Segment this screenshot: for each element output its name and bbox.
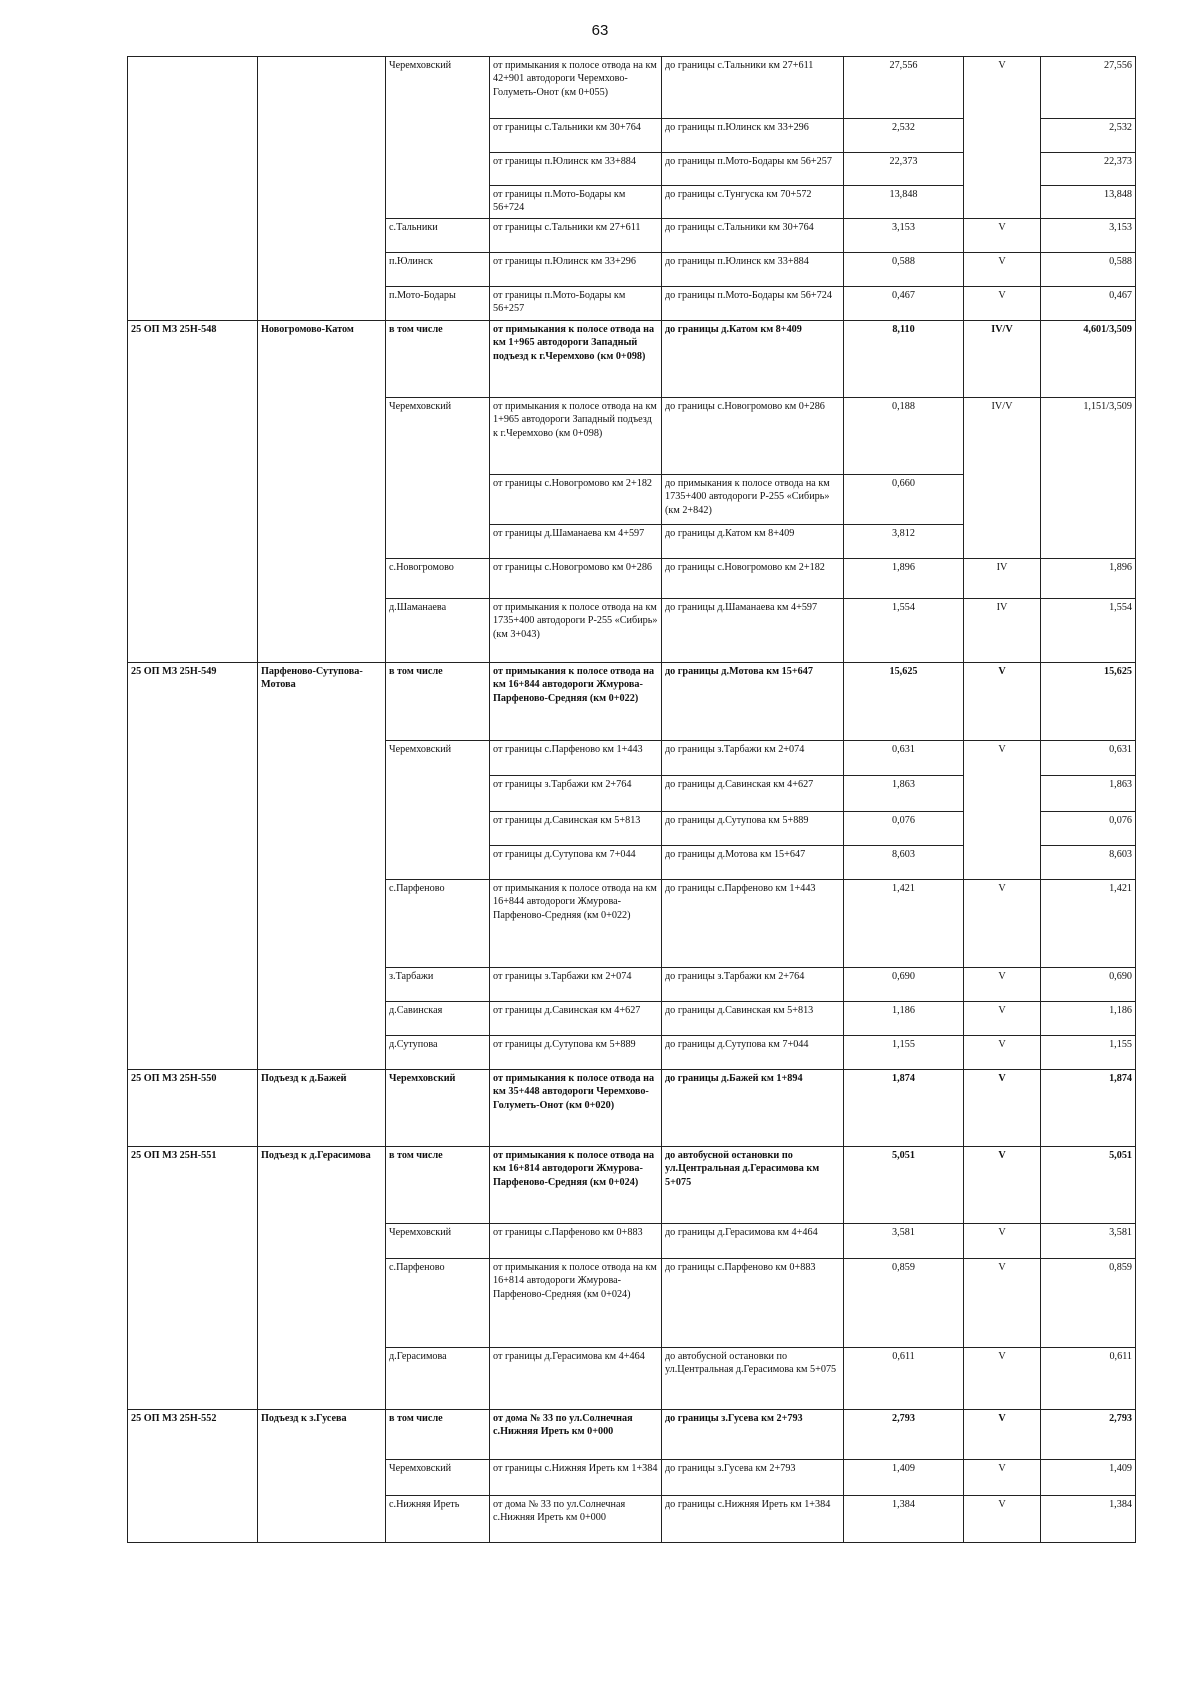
road-name-cell: Парфеново-Сутупова-Мотова	[258, 663, 386, 741]
road-name-cell	[258, 1460, 386, 1496]
road-name-cell	[258, 525, 386, 559]
road-name-cell	[258, 1224, 386, 1259]
segment-length-cell: 0,076	[844, 812, 964, 846]
length-by-category-cell: 1,186	[1041, 1002, 1136, 1036]
road-district-cell	[386, 776, 490, 812]
road-category-cell: IV	[964, 599, 1041, 663]
road-category-cell: V	[964, 1070, 1041, 1147]
length-by-category-cell: 3,153	[1041, 219, 1136, 253]
table-row	[128, 57, 1136, 119]
road-district-cell: Черемховский	[386, 1224, 490, 1259]
road-category-cell	[964, 846, 1041, 880]
segment-start-cell: от границы д.Сутупова км 7+044	[490, 846, 662, 880]
table-row	[128, 812, 1136, 846]
length-by-category-cell: 0,690	[1041, 968, 1136, 1002]
road-district-cell	[386, 119, 490, 153]
table-row	[128, 1224, 1136, 1259]
segment-length-cell: 0,859	[844, 1259, 964, 1348]
length-by-category-cell: 13,848	[1041, 186, 1136, 219]
length-by-category-cell: 0,859	[1041, 1259, 1136, 1348]
road-category-cell	[964, 525, 1041, 559]
road-name-cell	[258, 741, 386, 776]
road-name-cell	[258, 475, 386, 525]
road-id-cell	[128, 119, 258, 153]
road-name-cell	[258, 559, 386, 599]
table-row	[128, 599, 1136, 663]
segment-end-cell: до границы д.Мотова км 15+647	[662, 846, 844, 880]
segment-start-cell: от примыкания к полосе отвода на км 16+814 автодороги Жмурова-Парфеново-Средняя (км 0+024)	[490, 1259, 662, 1348]
road-district-cell	[386, 525, 490, 559]
road-category-cell: V	[964, 253, 1041, 287]
segment-start-cell: от границы с.Тальники км 27+611	[490, 219, 662, 253]
road-district-cell: с.Нижняя Иреть	[386, 1496, 490, 1543]
segment-length-cell: 22,373	[844, 153, 964, 186]
length-by-category-cell: 0,631	[1041, 741, 1136, 776]
segment-length-cell: 1,186	[844, 1002, 964, 1036]
segment-start-cell: от границы п.Мото-Бодары км 56+257	[490, 287, 662, 321]
table-row	[128, 1070, 1136, 1147]
table-row	[128, 153, 1136, 186]
road-id-cell	[128, 1460, 258, 1496]
length-by-category-cell: 15,625	[1041, 663, 1136, 741]
length-by-category-cell: 2,793	[1041, 1410, 1136, 1460]
segment-length-cell: 0,467	[844, 287, 964, 321]
table-row	[128, 1496, 1136, 1543]
segment-end-cell: до границы д.Шаманаева км 4+597	[662, 599, 844, 663]
road-category-cell	[964, 186, 1041, 219]
road-id-cell	[128, 559, 258, 599]
road-id-cell	[128, 846, 258, 880]
road-id-cell: 25 ОП МЗ 25Н-550	[128, 1070, 258, 1147]
road-district-cell: Черемховский	[386, 741, 490, 776]
segment-end-cell: до автобусной остановки по ул.Центральная д.Герасимова км 5+075	[662, 1348, 844, 1410]
road-name-cell	[258, 153, 386, 186]
length-by-category-cell: 0,611	[1041, 1348, 1136, 1410]
segment-length-cell: 0,588	[844, 253, 964, 287]
segment-end-cell: до границы д.Бажей км 1+894	[662, 1070, 844, 1147]
table-row	[128, 968, 1136, 1002]
segment-end-cell: до границы д.Сутупова км 5+889	[662, 812, 844, 846]
length-by-category-cell: 1,384	[1041, 1496, 1136, 1543]
segment-end-cell: до границы с.Тальники км 30+764	[662, 219, 844, 253]
road-district-cell: в том числе	[386, 1147, 490, 1224]
segment-start-cell: от границы с.Новогромово км 0+286	[490, 559, 662, 599]
road-name-cell	[258, 219, 386, 253]
length-by-category-cell: 4,601/3,509	[1041, 321, 1136, 398]
road-category-cell	[964, 153, 1041, 186]
road-district-cell: с.Парфеново	[386, 880, 490, 968]
length-by-category-cell: 22,373	[1041, 153, 1136, 186]
segment-length-cell: 1,554	[844, 599, 964, 663]
segment-length-cell: 3,812	[844, 525, 964, 559]
road-id-cell	[128, 1259, 258, 1348]
road-name-cell	[258, 1496, 386, 1543]
length-by-category-cell: 5,051	[1041, 1147, 1136, 1224]
road-name-cell	[258, 398, 386, 475]
table-row	[128, 253, 1136, 287]
segment-length-cell: 1,874	[844, 1070, 964, 1147]
road-category-cell	[964, 776, 1041, 812]
road-name-cell	[258, 1036, 386, 1070]
segment-end-cell: до границы з.Гусева км 2+793	[662, 1460, 844, 1496]
segment-start-cell: от примыкания к полосе отвода на км 1+965 автодороги Западный подъезд к г.Черемхово (км 0+098)	[490, 398, 662, 475]
road-id-cell	[128, 475, 258, 525]
road-district-cell: с.Парфеново	[386, 1259, 490, 1348]
segment-end-cell: до примыкания к полосе отвода на км 1735+400 автодороги Р-255 «Сибирь» (км 2+842)	[662, 475, 844, 525]
road-category-cell: V	[964, 1348, 1041, 1410]
table-row	[128, 119, 1136, 153]
length-by-category-cell: 1,155	[1041, 1036, 1136, 1070]
road-id-cell	[128, 599, 258, 663]
road-category-cell: V	[964, 1259, 1041, 1348]
length-by-category-cell: 1,896	[1041, 559, 1136, 599]
road-name-cell	[258, 119, 386, 153]
segment-end-cell: до автобусной остановки по ул.Центральная д.Герасимова км 5+075	[662, 1147, 844, 1224]
table-row	[128, 1460, 1136, 1496]
length-by-category-cell: 1,151/3,509	[1041, 398, 1136, 475]
road-district-cell: в том числе	[386, 663, 490, 741]
length-by-category-cell: 0,588	[1041, 253, 1136, 287]
segment-end-cell: до границы д.Сутупова км 7+044	[662, 1036, 844, 1070]
table-row	[128, 776, 1136, 812]
road-category-cell	[964, 812, 1041, 846]
segment-length-cell: 0,631	[844, 741, 964, 776]
road-name-cell: Новогромово-Катом	[258, 321, 386, 398]
segment-end-cell: до границы д.Савинская км 4+627	[662, 776, 844, 812]
road-category-cell	[964, 475, 1041, 525]
road-name-cell	[258, 287, 386, 321]
table-row	[128, 846, 1136, 880]
segment-length-cell: 27,556	[844, 57, 964, 119]
road-district-cell: д.Савинская	[386, 1002, 490, 1036]
table-row	[128, 1147, 1136, 1224]
road-name-cell	[258, 846, 386, 880]
road-category-cell: V	[964, 741, 1041, 776]
road-id-cell: 25 ОП МЗ 25Н-548	[128, 321, 258, 398]
segment-end-cell: до границы д.Катом км 8+409	[662, 525, 844, 559]
road-register-table	[127, 56, 1136, 1543]
segment-end-cell: до границы п.Юлинск км 33+296	[662, 119, 844, 153]
road-category-cell: V	[964, 880, 1041, 968]
segment-start-cell: от границы п.Мото-Бодары км 56+724	[490, 186, 662, 219]
road-id-cell	[128, 1002, 258, 1036]
road-id-cell	[128, 812, 258, 846]
table-row	[128, 880, 1136, 968]
road-category-cell: V	[964, 57, 1041, 119]
segment-length-cell: 2,532	[844, 119, 964, 153]
segment-length-cell: 0,660	[844, 475, 964, 525]
segment-end-cell: до границы д.Герасимова км 4+464	[662, 1224, 844, 1259]
segment-end-cell: до границы с.Тальники км 27+611	[662, 57, 844, 119]
road-name-cell	[258, 57, 386, 119]
segment-end-cell: до границы д.Мотова км 15+647	[662, 663, 844, 741]
segment-start-cell: от примыкания к полосе отвода на км 16+814 автодороги Жмурова-Парфеново-Средняя (км 0+024)	[490, 1147, 662, 1224]
segment-end-cell: до границы с.Нижняя Иреть км 1+384	[662, 1496, 844, 1543]
road-id-cell: 25 ОП МЗ 25Н-551	[128, 1147, 258, 1224]
road-id-cell	[128, 1036, 258, 1070]
road-name-cell	[258, 1002, 386, 1036]
segment-length-cell: 8,603	[844, 846, 964, 880]
segment-start-cell: от границы д.Савинская км 4+627	[490, 1002, 662, 1036]
road-category-cell: IV/V	[964, 398, 1041, 475]
road-id-cell	[128, 880, 258, 968]
segment-start-cell: от границы д.Савинская км 5+813	[490, 812, 662, 846]
road-district-cell: д.Сутупова	[386, 1036, 490, 1070]
road-id-cell	[128, 153, 258, 186]
segment-end-cell: до границы с.Новогромово км 0+286	[662, 398, 844, 475]
segment-length-cell: 3,581	[844, 1224, 964, 1259]
table-row	[128, 219, 1136, 253]
road-id-cell	[128, 57, 258, 119]
road-id-cell	[128, 776, 258, 812]
length-by-category-cell	[1041, 475, 1136, 525]
length-by-category-cell: 27,556	[1041, 57, 1136, 119]
road-category-cell: V	[964, 968, 1041, 1002]
road-id-cell: 25 ОП МЗ 25Н-552	[128, 1410, 258, 1460]
segment-end-cell: до границы з.Тарбажи км 2+764	[662, 968, 844, 1002]
segment-end-cell: до границы д.Катом км 8+409	[662, 321, 844, 398]
length-by-category-cell: 1,554	[1041, 599, 1136, 663]
segment-start-cell: от границы с.Тальники км 30+764	[490, 119, 662, 153]
page-number: 63	[591, 22, 609, 39]
segment-start-cell: от границы д.Шаманаева км 4+597	[490, 525, 662, 559]
road-district-cell	[386, 846, 490, 880]
road-id-cell	[128, 968, 258, 1002]
road-district-cell: п.Юлинск	[386, 253, 490, 287]
segment-end-cell: до границы п.Юлинск км 33+884	[662, 253, 844, 287]
table-row	[128, 321, 1136, 398]
segment-start-cell: от примыкания к полосе отвода на км 1735+400 автодороги Р-255 «Сибирь» (км 3+043)	[490, 599, 662, 663]
road-category-cell: V	[964, 1496, 1041, 1543]
segment-length-cell: 8,110	[844, 321, 964, 398]
road-district-cell	[386, 153, 490, 186]
segment-start-cell: от границы с.Нижняя Иреть км 1+384	[490, 1460, 662, 1496]
road-district-cell: Черемховский	[386, 1070, 490, 1147]
road-district-cell	[386, 812, 490, 846]
length-by-category-cell: 1,409	[1041, 1460, 1136, 1496]
segment-length-cell: 0,611	[844, 1348, 964, 1410]
road-name-cell	[258, 253, 386, 287]
segment-end-cell: до границы с.Новогромово км 2+182	[662, 559, 844, 599]
road-category-cell: V	[964, 1410, 1041, 1460]
road-district-cell: д.Шаманаева	[386, 599, 490, 663]
table-row	[128, 663, 1136, 741]
road-name-cell	[258, 1259, 386, 1348]
segment-end-cell: до границы з.Гусева км 2+793	[662, 1410, 844, 1460]
road-category-cell: IV/V	[964, 321, 1041, 398]
road-category-cell: V	[964, 1036, 1041, 1070]
road-id-cell	[128, 398, 258, 475]
segment-length-cell: 1,409	[844, 1460, 964, 1496]
road-district-cell: с.Тальники	[386, 219, 490, 253]
road-district-cell	[386, 475, 490, 525]
table-row	[128, 1259, 1136, 1348]
road-category-cell: V	[964, 1460, 1041, 1496]
road-id-cell	[128, 1348, 258, 1410]
length-by-category-cell: 2,532	[1041, 119, 1136, 153]
road-district-cell: в том числе	[386, 1410, 490, 1460]
segment-end-cell: до границы п.Мото-Бодары км 56+724	[662, 287, 844, 321]
length-by-category-cell: 1,874	[1041, 1070, 1136, 1147]
segment-end-cell: до границы с.Тунгуска км 70+572	[662, 186, 844, 219]
segment-length-cell: 2,793	[844, 1410, 964, 1460]
road-district-cell: Черемховский	[386, 398, 490, 475]
segment-length-cell: 1,863	[844, 776, 964, 812]
road-name-cell	[258, 776, 386, 812]
segment-start-cell: от границы з.Тарбажи км 2+074	[490, 968, 662, 1002]
road-id-cell	[128, 219, 258, 253]
segment-length-cell: 5,051	[844, 1147, 964, 1224]
road-id-cell	[128, 1496, 258, 1543]
segment-start-cell: от границы д.Сутупова км 5+889	[490, 1036, 662, 1070]
road-district-cell	[386, 186, 490, 219]
segment-length-cell: 1,155	[844, 1036, 964, 1070]
road-category-cell: V	[964, 1224, 1041, 1259]
segment-length-cell: 13,848	[844, 186, 964, 219]
road-district-cell: Черемховский	[386, 57, 490, 119]
length-by-category-cell: 0,076	[1041, 812, 1136, 846]
length-by-category-cell: 3,581	[1041, 1224, 1136, 1259]
road-id-cell	[128, 741, 258, 776]
road-name-cell: Подъезд к д.Герасимова	[258, 1147, 386, 1224]
table-row	[128, 1410, 1136, 1460]
road-id-cell	[128, 253, 258, 287]
table-row	[128, 186, 1136, 219]
segment-end-cell: до границы с.Парфеново км 1+443	[662, 880, 844, 968]
segment-start-cell: от границы п.Юлинск км 33+296	[490, 253, 662, 287]
road-category-cell: V	[964, 663, 1041, 741]
road-id-cell	[128, 186, 258, 219]
table-row	[128, 741, 1136, 776]
segment-end-cell: до границы д.Савинская км 5+813	[662, 1002, 844, 1036]
segment-start-cell: от границы д.Герасимова км 4+464	[490, 1348, 662, 1410]
length-by-category-cell: 1,863	[1041, 776, 1136, 812]
road-id-cell	[128, 287, 258, 321]
road-district-cell: с.Новогромово	[386, 559, 490, 599]
segment-start-cell: от границы с.Парфеново км 0+883	[490, 1224, 662, 1259]
segment-start-cell: от примыкания к полосе отвода на км 35+448 автодороги Черемхово-Голуметь-Онот (км 0+020)	[490, 1070, 662, 1147]
length-by-category-cell: 1,421	[1041, 880, 1136, 968]
road-district-cell: з.Тарбажи	[386, 968, 490, 1002]
segment-length-cell: 15,625	[844, 663, 964, 741]
road-name-cell	[258, 880, 386, 968]
table-row	[128, 398, 1136, 475]
road-name-cell: Подъезд к з.Гусева	[258, 1410, 386, 1460]
segment-start-cell: от границы с.Новогромово км 2+182	[490, 475, 662, 525]
road-district-cell: п.Мото-Бодары	[386, 287, 490, 321]
road-name-cell: Подъезд к д.Бажей	[258, 1070, 386, 1147]
road-district-cell: в том числе	[386, 321, 490, 398]
road-district-cell: д.Герасимова	[386, 1348, 490, 1410]
road-id-cell	[128, 525, 258, 559]
segment-start-cell: от дома № 33 по ул.Солнечная с.Нижняя Иреть км 0+000	[490, 1496, 662, 1543]
segment-start-cell: от дома № 33 по ул.Солнечная с.Нижняя Иреть км 0+000	[490, 1410, 662, 1460]
road-category-cell: V	[964, 1002, 1041, 1036]
road-category-cell: V	[964, 219, 1041, 253]
length-by-category-cell: 0,467	[1041, 287, 1136, 321]
segment-end-cell: до границы с.Парфеново км 0+883	[662, 1259, 844, 1348]
segment-end-cell: до границы п.Мото-Бодары км 56+257	[662, 153, 844, 186]
road-category-cell	[964, 119, 1041, 153]
table-row	[128, 287, 1136, 321]
table-row	[128, 1002, 1136, 1036]
segment-length-cell: 1,421	[844, 880, 964, 968]
road-category-cell: IV	[964, 559, 1041, 599]
segment-length-cell: 1,896	[844, 559, 964, 599]
segment-length-cell: 3,153	[844, 219, 964, 253]
segment-start-cell: от границы п.Юлинск км 33+884	[490, 153, 662, 186]
segment-start-cell: от примыкания к полосе отвода на км 16+844 автодороги Жмурова-Парфеново-Средняя (км 0+022)	[490, 880, 662, 968]
road-name-cell	[258, 968, 386, 1002]
segment-length-cell: 1,384	[844, 1496, 964, 1543]
road-name-cell	[258, 599, 386, 663]
segment-start-cell: от примыкания к полосе отвода на км 16+844 автодороги Жмурова-Парфеново-Средняя (км 0+022)	[490, 663, 662, 741]
road-category-cell: V	[964, 287, 1041, 321]
segment-length-cell: 0,188	[844, 398, 964, 475]
road-category-cell: V	[964, 1147, 1041, 1224]
table-row	[128, 1036, 1136, 1070]
table-row	[128, 525, 1136, 559]
road-id-cell: 25 ОП МЗ 25Н-549	[128, 663, 258, 741]
road-name-cell	[258, 1348, 386, 1410]
segment-start-cell: от примыкания к полосе отвода на км 42+901 автодороги Черемхово-Голуметь-Онот (км 0+055)	[490, 57, 662, 119]
length-by-category-cell: 8,603	[1041, 846, 1136, 880]
segment-start-cell: от примыкания к полосе отвода на км 1+965 автодороги Западный подъезд к г.Черемхово (км 0+098)	[490, 321, 662, 398]
segment-start-cell: от границы з.Тарбажи км 2+764	[490, 776, 662, 812]
table-row	[128, 559, 1136, 599]
road-name-cell	[258, 812, 386, 846]
road-name-cell	[258, 186, 386, 219]
length-by-category-cell	[1041, 525, 1136, 559]
segment-end-cell: до границы з.Тарбажи км 2+074	[662, 741, 844, 776]
segment-length-cell: 0,690	[844, 968, 964, 1002]
table-row	[128, 1348, 1136, 1410]
segment-start-cell: от границы с.Парфеново км 1+443	[490, 741, 662, 776]
road-id-cell	[128, 1224, 258, 1259]
road-district-cell: Черемховский	[386, 1460, 490, 1496]
table-row	[128, 475, 1136, 525]
